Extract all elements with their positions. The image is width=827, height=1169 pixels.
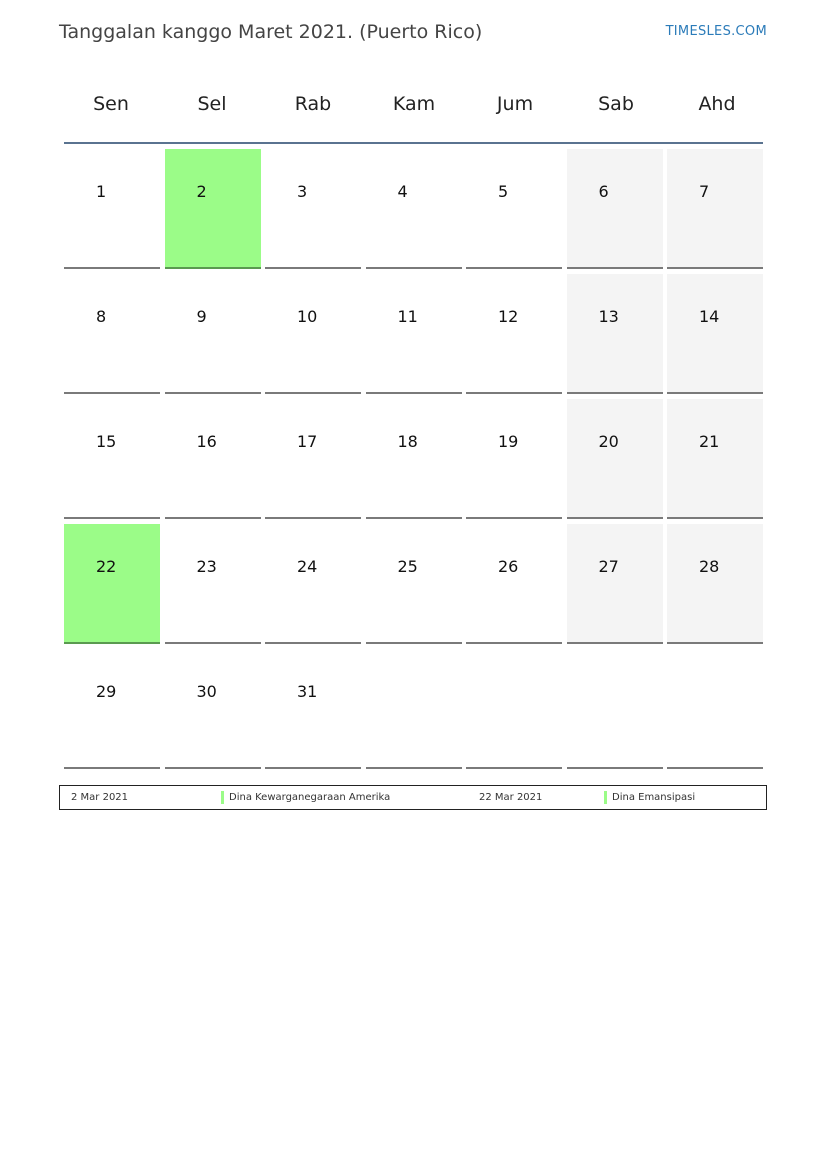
day-cell [466, 524, 562, 644]
day-cell [165, 399, 261, 519]
weekend-day-cell [567, 149, 663, 269]
day-number: 29 [96, 682, 117, 701]
day-cell [366, 149, 462, 269]
day-cell [366, 274, 462, 394]
day-number: 24 [297, 557, 318, 576]
day-number: 12 [498, 307, 519, 326]
legend-holiday-name [221, 792, 390, 804]
day-number: 5 [498, 182, 509, 201]
day-number: 1 [96, 182, 107, 201]
day-cell [466, 399, 562, 519]
holiday-day-cell [64, 524, 160, 644]
day-cell [265, 149, 361, 269]
day-number: 4 [397, 182, 408, 201]
day-number: 26 [498, 557, 519, 576]
day-cell [265, 524, 361, 644]
day-cell [567, 649, 663, 769]
day-number: 2 [196, 182, 207, 201]
brand-link[interactable]: TIMESLES.COM [665, 24, 767, 39]
day-number: 28 [699, 557, 720, 576]
day-number: 25 [397, 557, 418, 576]
weekday-label: Jum [496, 93, 534, 115]
day-cell [366, 524, 462, 644]
weekday-label: Rab [294, 93, 332, 115]
legend-holiday-label: Dina Kewarganegaraan Amerika [229, 792, 391, 803]
holiday-day-cell [165, 149, 261, 269]
day-cell [165, 524, 261, 644]
day-cell [466, 149, 562, 269]
weekday-label: Ahd [698, 93, 736, 115]
day-number: 23 [196, 557, 217, 576]
day-number: 10 [297, 307, 318, 326]
header-divider [64, 142, 763, 144]
holiday-color-swatch [604, 791, 607, 804]
weekend-day-cell [667, 524, 763, 644]
weekday-header-row [63, 88, 763, 120]
legend-holiday-label: Dina Emansipasi [612, 792, 696, 803]
day-number: 6 [598, 182, 609, 201]
day-cell [466, 274, 562, 394]
day-number: 11 [397, 307, 418, 326]
day-number: 15 [96, 432, 117, 451]
day-cell [64, 649, 160, 769]
page-title: Tanggalan kanggo Maret 2021. (Puerto Rico) [59, 21, 483, 43]
day-cell [64, 149, 160, 269]
day-number: 20 [598, 432, 619, 451]
day-cell [265, 649, 361, 769]
day-cell [667, 649, 763, 769]
weekday-label: Sab [598, 93, 634, 115]
day-number: 16 [196, 432, 217, 451]
day-cell [265, 399, 361, 519]
day-cell [165, 649, 261, 769]
day-number: 9 [196, 307, 207, 326]
day-cell [366, 399, 462, 519]
legend-holiday-name [604, 792, 695, 804]
holiday-color-swatch [221, 791, 224, 804]
weekend-day-cell [567, 274, 663, 394]
day-number: 22 [96, 557, 117, 576]
day-cell [165, 274, 261, 394]
day-number: 7 [699, 182, 710, 201]
day-number: 18 [397, 432, 418, 451]
weekend-day-cell [567, 399, 663, 519]
day-cell [265, 274, 361, 394]
day-number: 30 [196, 682, 217, 701]
day-cell [366, 649, 462, 769]
calendar-grid [64, 149, 763, 769]
weekday-label: Sen [93, 93, 129, 115]
weekend-day-cell [667, 274, 763, 394]
page-header [59, 19, 767, 47]
day-number: 31 [297, 682, 318, 701]
legend-date: 2 Mar 2021 [71, 792, 129, 803]
day-cell [466, 649, 562, 769]
legend-date: 22 Mar 2021 [479, 792, 543, 803]
day-number: 13 [598, 307, 619, 326]
day-number: 3 [297, 182, 308, 201]
day-number: 14 [699, 307, 720, 326]
weekend-day-cell [667, 149, 763, 269]
day-number: 27 [598, 557, 619, 576]
day-number: 8 [96, 307, 107, 326]
day-number: 19 [498, 432, 519, 451]
holiday-legend [59, 785, 767, 810]
weekday-label: Sel [197, 93, 227, 115]
weekday-label: Kam [392, 93, 436, 115]
weekend-day-cell [667, 399, 763, 519]
day-cell [64, 274, 160, 394]
day-number: 17 [297, 432, 318, 451]
day-number: 21 [699, 432, 720, 451]
weekend-day-cell [567, 524, 663, 644]
day-cell [64, 399, 160, 519]
